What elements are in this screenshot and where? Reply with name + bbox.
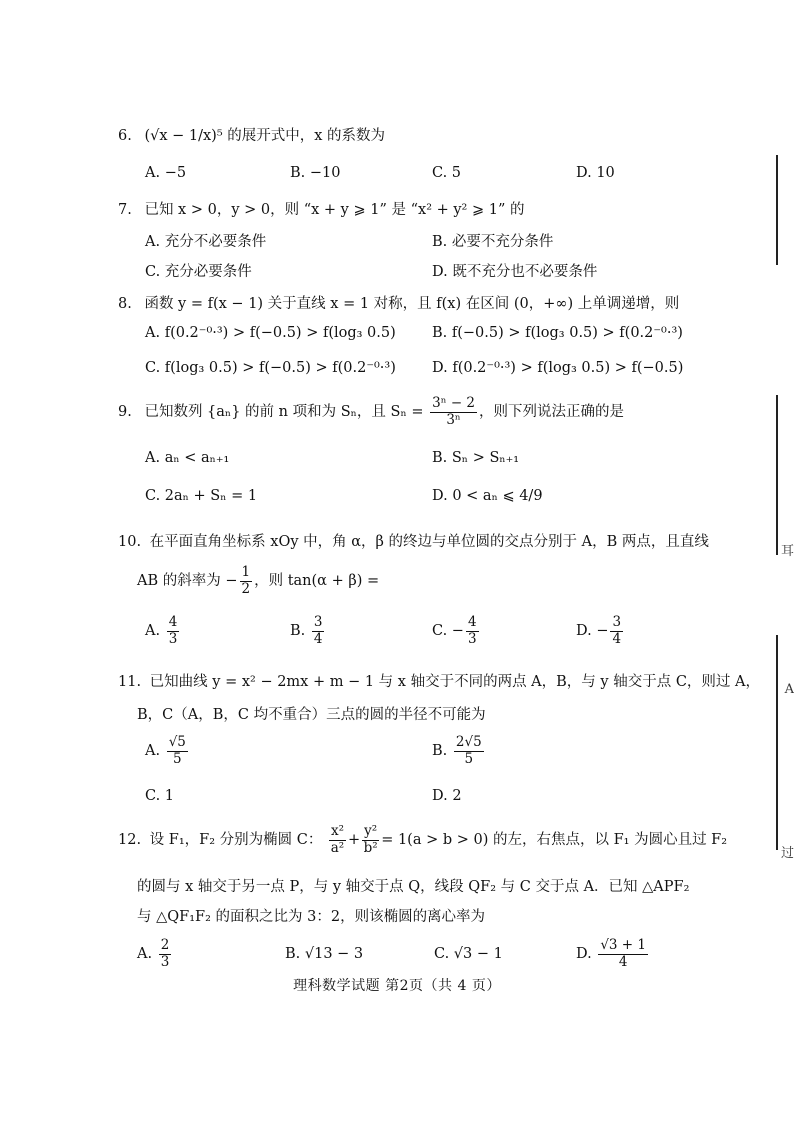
option-a: A. 充分不必要条件	[145, 234, 267, 250]
question-stem: (√x − 1/x)⁵ 的展开式中，x 的系数为	[144, 128, 386, 144]
option-d: D. $\frac{√3 + 1}{4}$	[576, 937, 647, 970]
option-d: D. 既不充分也不必要条件	[432, 264, 598, 280]
fraction: $\frac{\text{x²}}{\text{a²}}$	[330, 823, 345, 856]
option-a: A. $\frac{4}{3}$	[145, 614, 178, 647]
option-b: B. −10	[290, 165, 341, 181]
option-a: A. $\frac{2}{3}$	[137, 937, 170, 970]
question-number: 7.	[118, 202, 132, 218]
fraction: $\frac{1}{2}$	[241, 564, 251, 597]
option-d: D. 2	[432, 788, 462, 804]
question-number: 8.	[118, 296, 132, 312]
question-number: 9.	[118, 404, 132, 421]
scan-edge-line	[776, 155, 778, 265]
question-stem: 已知 x > 0，y > 0，则 “x + y ⩾ 1” 是 “x² + y² ⩾ 1” 的	[144, 202, 525, 218]
question-stem: 函数 y = f(x − 1) 关于直线 x = 1 对称，且 f(x) 在区间 (0，+∞) 上单调递增，则	[144, 296, 680, 312]
option-c: C. f(log₃ 0.5) > f(−0.5) > f(0.2⁻⁰·³)	[145, 360, 396, 376]
question-11-line2: B，C（A，B，C 均不重合）三点的圆的半径不可能为	[137, 707, 486, 723]
scan-edge-line	[776, 395, 778, 555]
option-a: A. $\frac{√5}{5}$	[145, 734, 186, 767]
question-10	[118, 530, 709, 551]
question-stem: 已知数列 {aₙ} 的前 n 项和为 Sₙ，且 Sₙ =	[144, 404, 424, 421]
option-b: B. Sₙ > Sₙ₊₁	[432, 450, 520, 466]
question-number: 10.	[118, 534, 142, 550]
option-d: D. 10	[576, 165, 615, 181]
option-b: B. $\frac{3}{4}$	[290, 614, 323, 647]
fraction: $\frac{\text{3ⁿ − 2}}{\text{3ⁿ}}$	[432, 395, 476, 428]
edge-glyph: 过	[780, 846, 794, 861]
option-c: C. 1	[145, 788, 175, 804]
option-c: C. 充分必要条件	[145, 264, 252, 280]
question-10-line2: AB 的斜率为 − $\frac{1}{2}$ ，则 tan(α + β) =	[137, 564, 380, 597]
option-a: A. aₙ < aₙ₊₁	[145, 450, 230, 466]
question-stem: 已知曲线 y = x² − 2mx + m − 1 与 x 轴交于不同的两点 A，B，与 y 轴交于点 C，则过 A，	[149, 674, 760, 690]
question-9: 9. 已知数列 {aₙ} 的前 n 项和为 Sₙ，且 Sₙ = $\frac{\text{3ⁿ − 2}}{\text{3ⁿ}}$ ，则下列说法正确的是	[118, 395, 625, 428]
option-c: C. √3 − 1	[434, 946, 503, 962]
scan-edge-line	[776, 635, 778, 850]
option-d: D. f(0.2⁻⁰·³) > f(log₃ 0.5) > f(−0.5)	[432, 360, 684, 376]
option-d: D. 0 < aₙ ⩽ 4/9	[432, 488, 543, 504]
question-12-line2: 的圆与 x 轴交于另一点 P，与 y 轴交于点 Q，线段 QF₂ 与 C 交于点 A．已知 △APF₂	[137, 879, 690, 895]
option-c: C. 5	[432, 165, 462, 181]
page-footer: 理科数学试题 第2页（共 4 页）	[293, 978, 501, 994]
question-number: 12.	[118, 832, 142, 849]
question-stem: 在平面直角坐标系 xOy 中，角 α，β 的终边与单位圆的交点分别于 A，B 两点，且直线	[149, 534, 709, 550]
option-c: C. − $\frac{4}{3}$	[432, 614, 477, 647]
fraction: $\frac{\text{y²}}{\text{b²}}$	[363, 823, 378, 856]
option-b: B. $\frac{2√5}{5}$	[432, 734, 482, 767]
question-6	[118, 124, 684, 145]
option-a: A. f(0.2⁻⁰·³) > f(−0.5) > f(log₃ 0.5)	[145, 325, 396, 341]
edge-glyph: 耳	[780, 544, 794, 559]
option-c: C. 2aₙ + Sₙ = 1	[145, 488, 258, 504]
question-7	[118, 198, 684, 219]
option-a: A. −5	[145, 165, 187, 181]
question-8	[118, 292, 684, 313]
option-b: B. 必要不充分条件	[432, 234, 554, 250]
question-number: 11.	[118, 674, 142, 690]
question-11	[118, 670, 760, 691]
question-12: 12. 设 F₁，F₂ 分别为椭圆 C： $\frac{\text{x²}}{\text{a²}}$ + $\frac{\text{y²}}{\text{b²}}$ = 1(a > b > 0) 的左，右焦点，以 F₁ 为圆心且过 F₂	[118, 823, 728, 856]
option-b: B. √13 − 3	[285, 946, 364, 962]
question-number: 6.	[118, 128, 132, 144]
edge-glyph: A	[784, 682, 794, 697]
question-12-line3: 与 △QF₁F₂ 的面积之比为 3：2，则该椭圆的离心率为	[137, 909, 486, 925]
option-d: D. − $\frac{3}{4}$	[576, 614, 622, 647]
option-b: B. f(−0.5) > f(log₃ 0.5) > f(0.2⁻⁰·³)	[432, 325, 683, 341]
question-stem: 设 F₁，F₂ 分别为椭圆 C：	[149, 832, 323, 849]
